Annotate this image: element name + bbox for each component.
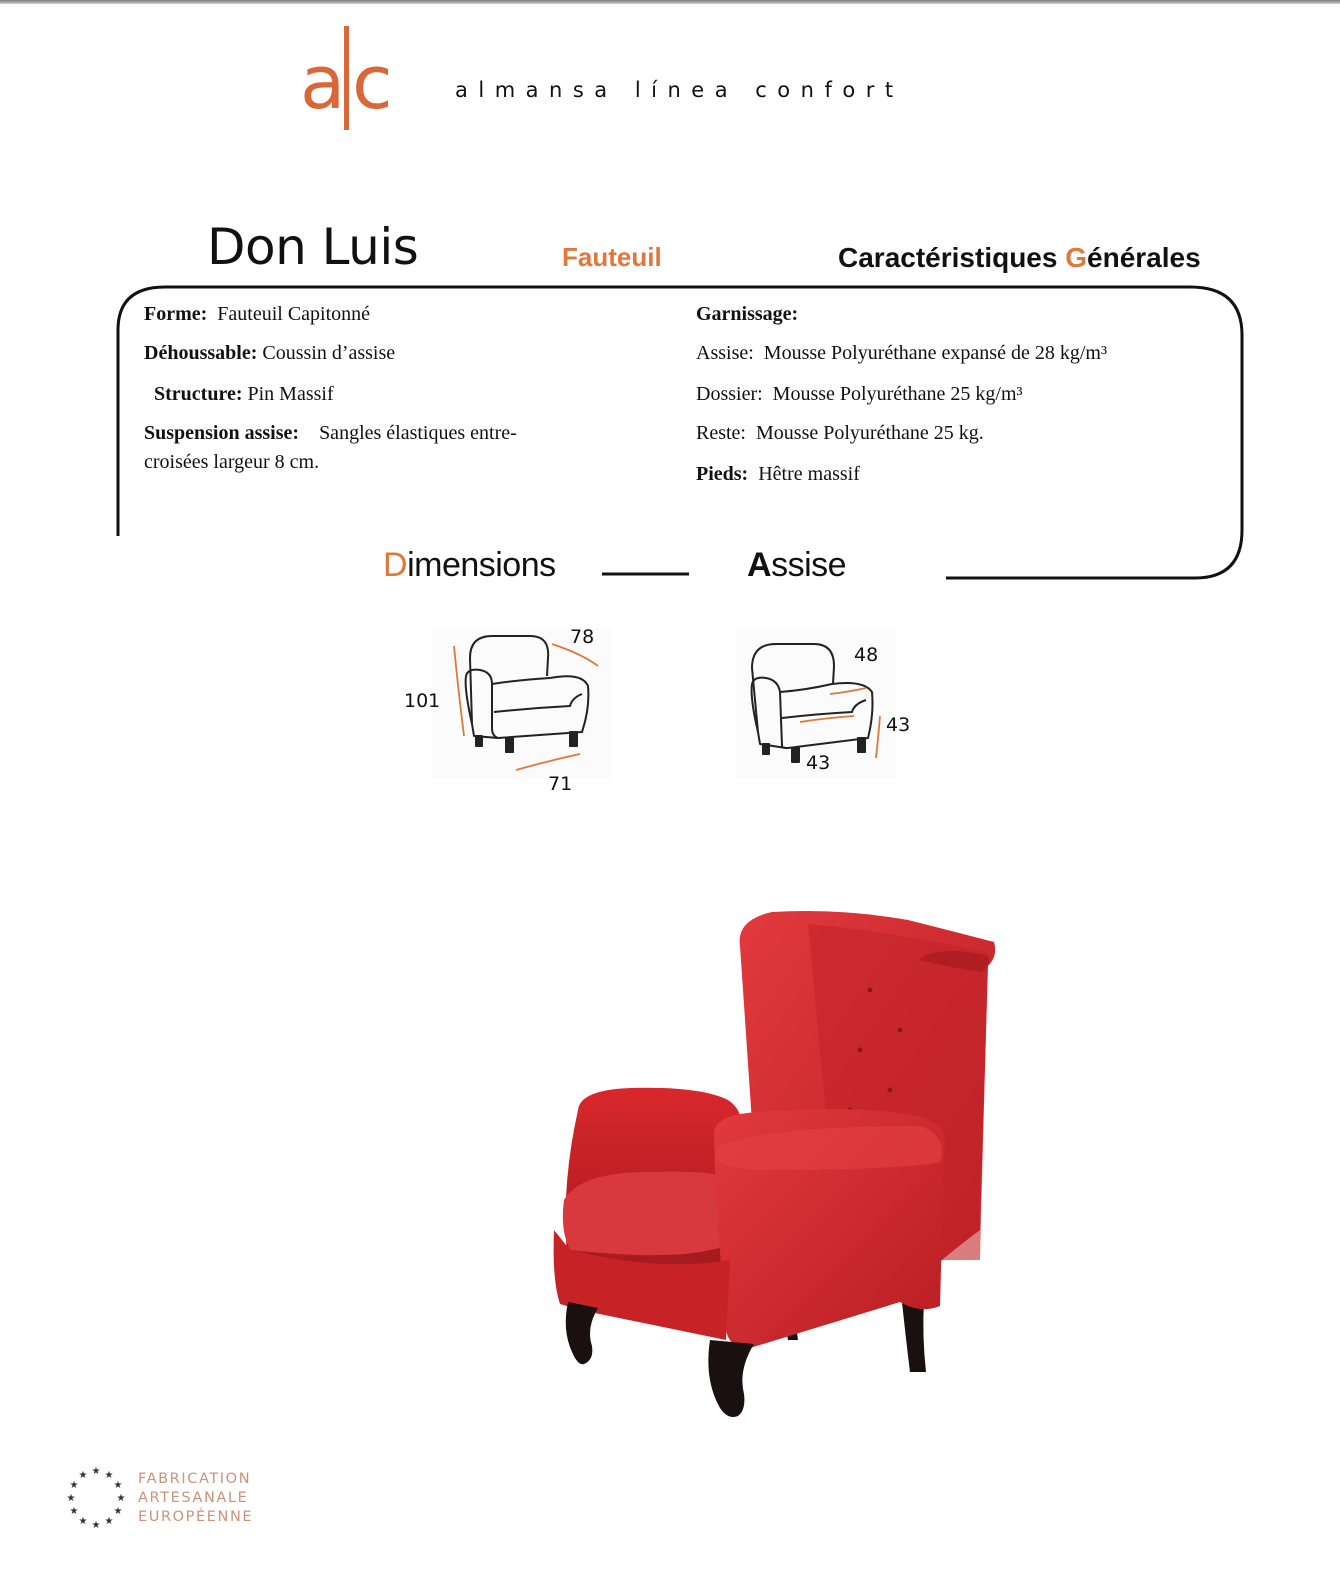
- svg-text:★: ★: [69, 1506, 79, 1517]
- svg-text:★: ★: [113, 1506, 123, 1517]
- spec-reste: [696, 422, 984, 445]
- dimension-width: 71: [548, 773, 573, 795]
- product-category: Fauteuil: [562, 242, 662, 272]
- certification-line: EUROPÉENNE: [138, 1509, 254, 1525]
- dimension-depth: 78: [570, 626, 595, 648]
- spec-garnissage-heading: [696, 303, 798, 326]
- svg-text:★: ★: [78, 1470, 88, 1481]
- spec-pieds: [696, 463, 860, 486]
- seat-width: 43: [806, 752, 831, 774]
- spec-label: Garnissage:: [696, 303, 799, 325]
- certification-line: FABRICATION: [138, 1471, 252, 1487]
- title-rest: imensions: [407, 546, 556, 584]
- certification-text: [138, 1470, 253, 1527]
- spec-suspension-line2: croisées largeur 8 cm.: [144, 451, 320, 473]
- armchair-dimensions-sketch: [432, 628, 612, 778]
- title-accent: D: [383, 546, 408, 584]
- svg-text:★: ★: [91, 1466, 101, 1477]
- spec-label: Forme:: [144, 303, 208, 325]
- spec-assise: [696, 342, 1107, 365]
- eu-stars-icon: [62, 1464, 130, 1532]
- svg-text:★: ★: [91, 1520, 101, 1531]
- spec-value: Sangles élastiques entre-: [319, 422, 517, 444]
- spec-label: Déhoussable:: [144, 342, 258, 364]
- section-title-part: énérales: [1087, 242, 1201, 273]
- svg-text:★: ★: [69, 1480, 79, 1491]
- title-rest: ssise: [771, 546, 847, 584]
- svg-text:★: ★: [66, 1493, 76, 1504]
- title-accent: A: [747, 546, 772, 584]
- svg-text:a: a: [300, 40, 340, 126]
- seat-height: 43: [886, 714, 911, 736]
- specs-frame: [0, 0, 1340, 600]
- svg-text:★: ★: [78, 1516, 88, 1527]
- spec-forme: [144, 303, 370, 326]
- spec-structure: [154, 383, 334, 406]
- dimensions-title: [383, 546, 556, 585]
- section-title-initial: C: [838, 242, 859, 273]
- section-title-part: aractéristiques: [858, 242, 1066, 273]
- armchair-product-image: [540, 900, 1010, 1430]
- spec-value: Mousse Polyuréthane 25 kg.: [756, 422, 984, 444]
- brand-name: almansa línea confort: [455, 78, 904, 102]
- spec-label: Dossier:: [696, 383, 763, 405]
- spec-label: Reste:: [696, 422, 746, 444]
- svg-text:★: ★: [104, 1470, 114, 1481]
- spec-label: Pieds:: [696, 463, 749, 485]
- svg-text:★: ★: [113, 1480, 123, 1491]
- seat-title: [747, 546, 846, 585]
- seat-depth: 48: [854, 644, 879, 666]
- svg-text:★: ★: [104, 1516, 114, 1527]
- spec-label: Structure:: [154, 383, 243, 405]
- spec-value: Mousse Polyuréthane 25 kg/m³: [772, 383, 1023, 405]
- spec-label: Suspension assise:: [144, 422, 300, 444]
- spec-value: Mousse Polyuréthane expansé de 28 kg/m³: [763, 342, 1107, 364]
- svg-text:c: c: [352, 40, 393, 126]
- certification-line: ARTESANALE: [138, 1490, 249, 1506]
- section-title-accent: G: [1065, 242, 1088, 273]
- svg-text:★: ★: [116, 1493, 126, 1504]
- spec-value: Fauteuil Capitonné: [217, 303, 371, 325]
- spec-value: Pin Massif: [247, 383, 334, 405]
- spec-dehoussable: [144, 342, 395, 365]
- spec-dossier: [696, 383, 1023, 406]
- spec-suspension: [144, 422, 517, 445]
- product-name: Don Luis: [207, 218, 419, 276]
- spec-value: Coussin d’assise: [262, 342, 396, 364]
- spec-label: Assise:: [696, 342, 754, 364]
- dimension-height: 101: [404, 690, 441, 712]
- spec-value: Hêtre massif: [758, 463, 860, 485]
